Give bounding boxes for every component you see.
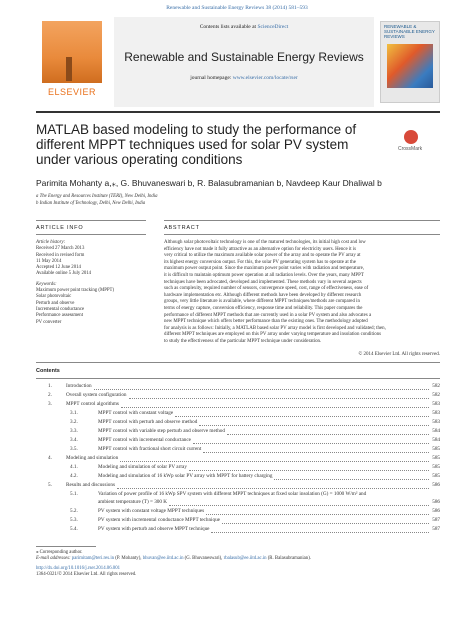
homepage-link[interactable]: www.elsevier.com/locate/rser: [232, 75, 298, 81]
journal-cover[interactable]: [380, 21, 440, 103]
toc-entry-page[interactable]: 585: [432, 473, 440, 479]
abstract-line: Although solar photovoltaic technology is one of the matured technologies, its initial high cost and low: [164, 240, 366, 245]
doi-link[interactable]: http://dx.doi.org/10.1016/j.rser.2014.06.001: [36, 565, 120, 571]
abstract-line: efficiency have not made it fully attractive as an alternative option for electricity users. Hence it is: [164, 246, 357, 252]
affiliation-b: b Indian Institute of Technology, Delhi, New Delhi, India: [36, 201, 146, 206]
history-item: Available online 5 July 2014: [36, 271, 92, 277]
email-prefix: E-mail addresses:: [36, 556, 72, 562]
footnote-block: [36, 550, 440, 578]
toc-entry[interactable]: [36, 437, 440, 446]
toc-entry-page[interactable]: 584: [432, 437, 440, 443]
toc-entry[interactable]: [36, 392, 440, 401]
email-owner: (R. Balasubramanian).: [266, 556, 312, 562]
toc-leader-dots: [211, 532, 429, 533]
toc-entry[interactable]: [36, 419, 440, 428]
toc-entry-title[interactable]: Overall system configuration: [66, 392, 127, 398]
sciencedirect-link[interactable]: ScienceDirect: [257, 24, 289, 30]
toc-entry-page[interactable]: 586: [432, 482, 440, 488]
toc-entry[interactable]: [36, 508, 440, 517]
keyword: PV converter: [36, 319, 62, 325]
toc-entry-page[interactable]: 583: [432, 410, 440, 416]
toc-entry-title[interactable]: MPPT control with incremental conductance: [98, 437, 191, 443]
cover-image: [387, 44, 433, 88]
toc-entry-number: 4.: [48, 455, 52, 461]
email-link-balasubramanian[interactable]: rbalasub@ee.iitd.ac.in: [223, 556, 267, 562]
toc-entry-title[interactable]: Variation of power profile of 16 kWp SPV system with different MPPT techniques at fixed solar insolation (G) = 1000 W/m² and: [98, 491, 367, 497]
abstract-copyright: © 2014 Elsevier Ltd. All rights reserved.: [358, 352, 440, 357]
toc-leader-dots: [222, 523, 429, 524]
header-divider: [36, 111, 440, 113]
toc-entry[interactable]: [36, 464, 440, 473]
toc-entry[interactable]: [36, 401, 440, 410]
abstract-line: terms of energy capture, conversion efficiency, response time and reliability. This paper compares the: [164, 305, 363, 311]
toc-leader-dots: [129, 398, 429, 399]
keyword: Solar photovoltaic: [36, 294, 72, 300]
toc-entry-title[interactable]: MPPT control with fractional short circuit current: [98, 446, 202, 452]
toc-leader-dots: [120, 461, 429, 462]
toc-entry-title[interactable]: PV system with perturb and observe MPPT technique: [98, 526, 210, 532]
article-info-heading: ARTICLE INFO: [36, 225, 84, 231]
crossmark-icon[interactable]: [404, 130, 418, 144]
toc-entry-number: 4.1.: [70, 464, 78, 470]
journal-info-panel: [114, 17, 374, 107]
toc-entry-page[interactable]: 585: [432, 464, 440, 470]
toc-leader-dots: [169, 505, 429, 506]
toc-entry-number: 4.2.: [70, 473, 78, 479]
toc-leader-dots: [274, 479, 429, 480]
keyword: Performance assessment: [36, 313, 84, 319]
toc-entry-title[interactable]: Modeling and simulation of 16 kWp solar PV array with MPPT for battery charging: [98, 473, 273, 479]
toc-leader-dots: [193, 443, 429, 444]
email-owner: (P. Mohanty),: [114, 556, 143, 562]
abstract-line: such as complexity, required number of sensors, convergence speed, cost, range of effectiveness, ease of: [164, 286, 369, 292]
keyword: Perturb and observe: [36, 300, 75, 306]
journal-title: Renewable and Sustainable Energy Reviews: [124, 50, 364, 64]
email-link-mohanty[interactable]: parimitam@teri.res.in: [71, 556, 115, 562]
abstract-divider: [164, 220, 440, 221]
keywords-label: Keywords:: [36, 281, 57, 287]
toc-entry-page[interactable]: 587: [432, 526, 440, 532]
abstract-line: performance of different MPPT methods that are currently used in a solar PV system and also advocates a: [164, 312, 372, 318]
abstract-line: techniques have been advocated, developed and implemented. These methods vary in several aspects: [164, 279, 362, 285]
toc-entry-page[interactable]: 582: [432, 392, 440, 398]
abstract-heading: ABSTRACT: [164, 225, 200, 231]
article-title: MATLAB based modeling to study the performance of different MPPT techniques used for solar PV system under various operating conditions: [36, 122, 357, 167]
toc-leader-dots: [227, 434, 429, 435]
footnote-divider: [36, 546, 96, 547]
toc-entry-title-continued[interactable]: ambient temperature (T) = 300 K: [98, 499, 168, 505]
toc-entry-page[interactable]: 582: [432, 383, 440, 389]
issn-line: 1364-0321/© 2014 Elsevier Ltd. All rights reserved.: [36, 571, 137, 577]
toc-entry-page[interactable]: 583: [432, 401, 440, 407]
toc-leader-dots: [206, 514, 429, 515]
abstract-line: for analysis is as follows: Initially, a MATLAB based solar PV array model is first developed and validated; then,: [164, 325, 386, 331]
elsevier-tree-logo-icon: [42, 21, 102, 83]
toc-entry-number: 3.: [48, 401, 52, 407]
toc-entry-number: 3.4.: [70, 437, 78, 443]
toc-leader-dots: [203, 452, 429, 453]
info-divider-2: [36, 234, 146, 235]
email-owner: (G. Bhuvaneswari),: [183, 556, 224, 562]
toc-entry-page[interactable]: 585: [432, 446, 440, 452]
journal-homepage: [114, 75, 374, 81]
elsevier-logo: [36, 17, 108, 103]
toc-entry-title[interactable]: Modeling and simulation: [66, 455, 119, 461]
abstract-line: maximum power output point. Since the maximum power point varies with radiation and temperature,: [164, 266, 365, 272]
toc-entry[interactable]: [36, 383, 440, 392]
affiliation-a: a The Energy and Resources Institute (TERI), New Delhi, India: [36, 194, 158, 199]
toc-entry-number: 5.2.: [70, 508, 78, 514]
toc-entry-number: 5.1.: [70, 491, 78, 497]
toc-leader-dots: [175, 416, 429, 417]
toc-entry-number: 3.1.: [70, 410, 78, 416]
abstract-line: groups, very little literature is available, where different MPPT techniques/methods are compared in: [164, 299, 360, 305]
keyword: Maximum power point tracking (MPPT): [36, 288, 115, 294]
toc-entry[interactable]: [36, 428, 440, 437]
toc-entry-title[interactable]: MPPT control with perturb and observe method: [98, 419, 198, 425]
keyword: Incremental conductance: [36, 306, 85, 312]
toc-entry-number: 3.3.: [70, 428, 78, 434]
abstract-line: hardware implementation etc. Although different methods have been developed by different research: [164, 292, 362, 298]
corresponding-author-note: ⁎ Corresponding author.: [36, 550, 83, 555]
toc-entry[interactable]: [36, 473, 440, 482]
publisher-name: ELSEVIER: [47, 87, 97, 97]
abstract-line: new MPPT technique which offers better performance than the existing ones. The methodology adopted: [164, 319, 368, 325]
toc-entry[interactable]: [36, 410, 440, 419]
contents-prefix: Contents lists available at: [199, 24, 258, 30]
abstract-divider-2: [164, 234, 440, 235]
toc-entry-page[interactable]: 585: [432, 455, 440, 461]
toc-entry-title[interactable]: MPPT control with constant voltage: [98, 410, 174, 416]
abstract-body: [164, 240, 440, 346]
toc-entry-title[interactable]: MPPT control algorithms: [66, 401, 119, 407]
toc-entry[interactable]: [36, 446, 440, 455]
toc-entry-page[interactable]: 584: [432, 428, 440, 434]
toc-entry-number: 5.: [48, 482, 52, 488]
toc-entry-number: 2.: [48, 392, 52, 398]
history-item: Accepted 12 June 2014: [36, 265, 81, 271]
article-history: [36, 240, 144, 326]
history-label: Article history:: [36, 240, 66, 245]
abstract-line: different MPPT techniques are employed on this PV array under varying temperature and insolation conditions: [164, 332, 382, 338]
abstract-line: very critical to utilize the maximum available solar power of the array and to operate the PV array at: [164, 253, 361, 259]
toc-entry-page[interactable]: 586: [432, 508, 440, 514]
toc-leader-dots: [117, 488, 429, 489]
toc-entry[interactable]: [36, 455, 440, 464]
toc-entry-title[interactable]: MPPT control with variable step perturb and observe method: [98, 428, 225, 434]
abstract-line: it is difficult to maintain optimum power operation at all radiation levels. Over the years, many MPPT: [164, 272, 364, 278]
contents-line: [114, 24, 374, 30]
toc-entry-page[interactable]: 583: [432, 419, 440, 425]
history-item: Received in revised form: [36, 252, 85, 258]
homepage-prefix: journal homepage:: [190, 75, 233, 81]
toc-entry-number: 3.5.: [70, 446, 78, 452]
toc-entry-title[interactable]: Modeling and simulation of solar PV array: [98, 464, 187, 470]
journal-header: [36, 17, 440, 109]
history-item: 11 May 2014: [36, 258, 62, 264]
toc-entry-title[interactable]: PV system with incremental conductance MPPT technique: [98, 517, 220, 523]
abstract-line: its highest energy conversion output. For this, the solar PV generating system has to operate at the: [164, 259, 356, 265]
toc-entry-title[interactable]: Introduction: [66, 383, 92, 389]
contents-heading: Contents: [36, 368, 60, 374]
abstract-line: to study the effectiveness of the particular MPPT technique under consideration.: [164, 338, 322, 344]
cover-title: RENEWABLE & SUSTAINABLE ENERGY REVIEWS: [384, 24, 435, 39]
email-link-bhuvaneswari[interactable]: bhuvan@ee.iitd.ac.in: [142, 556, 184, 562]
toc-entry-number: 5.4.: [70, 526, 78, 532]
toc-leader-dots: [199, 425, 429, 426]
author-list: Parimita Mohanty a,⁎, G. Bhuvaneswari b, R. Balasubramanian b, Navdeep Kaur Dhaliwal b: [36, 178, 382, 188]
toc-entry-title[interactable]: Results and discussions: [66, 482, 115, 488]
toc-entry-number: 1.: [48, 383, 52, 389]
tree-trunk: [66, 57, 72, 81]
toc-leader-dots: [189, 470, 429, 471]
journal-reference[interactable]: Renewable and Sustainable Energy Reviews 38 (2014) 581–593: [166, 5, 308, 11]
toc-leader-dots: [121, 407, 429, 408]
toc-entry[interactable]: [36, 482, 440, 491]
abstract-bottom-divider: [36, 362, 440, 363]
toc-entry-page[interactable]: 586: [432, 499, 440, 505]
toc-entry-page[interactable]: 587: [432, 517, 440, 523]
toc-entry-number: 3.2.: [70, 419, 78, 425]
history-item: Received 27 March 2013: [36, 246, 85, 252]
crossmark-label[interactable]: CrossMark: [398, 146, 423, 152]
toc-entry-number: 5.3.: [70, 517, 78, 523]
contents-divider: [36, 378, 440, 379]
toc-entry[interactable]: [36, 517, 440, 526]
toc-entry[interactable]: [36, 491, 440, 508]
toc-leader-dots: [94, 389, 429, 390]
info-divider: [36, 220, 146, 221]
toc-entry-title[interactable]: PV system with constant voltage MPPT techniques: [98, 508, 205, 514]
toc-entry[interactable]: [36, 526, 440, 535]
